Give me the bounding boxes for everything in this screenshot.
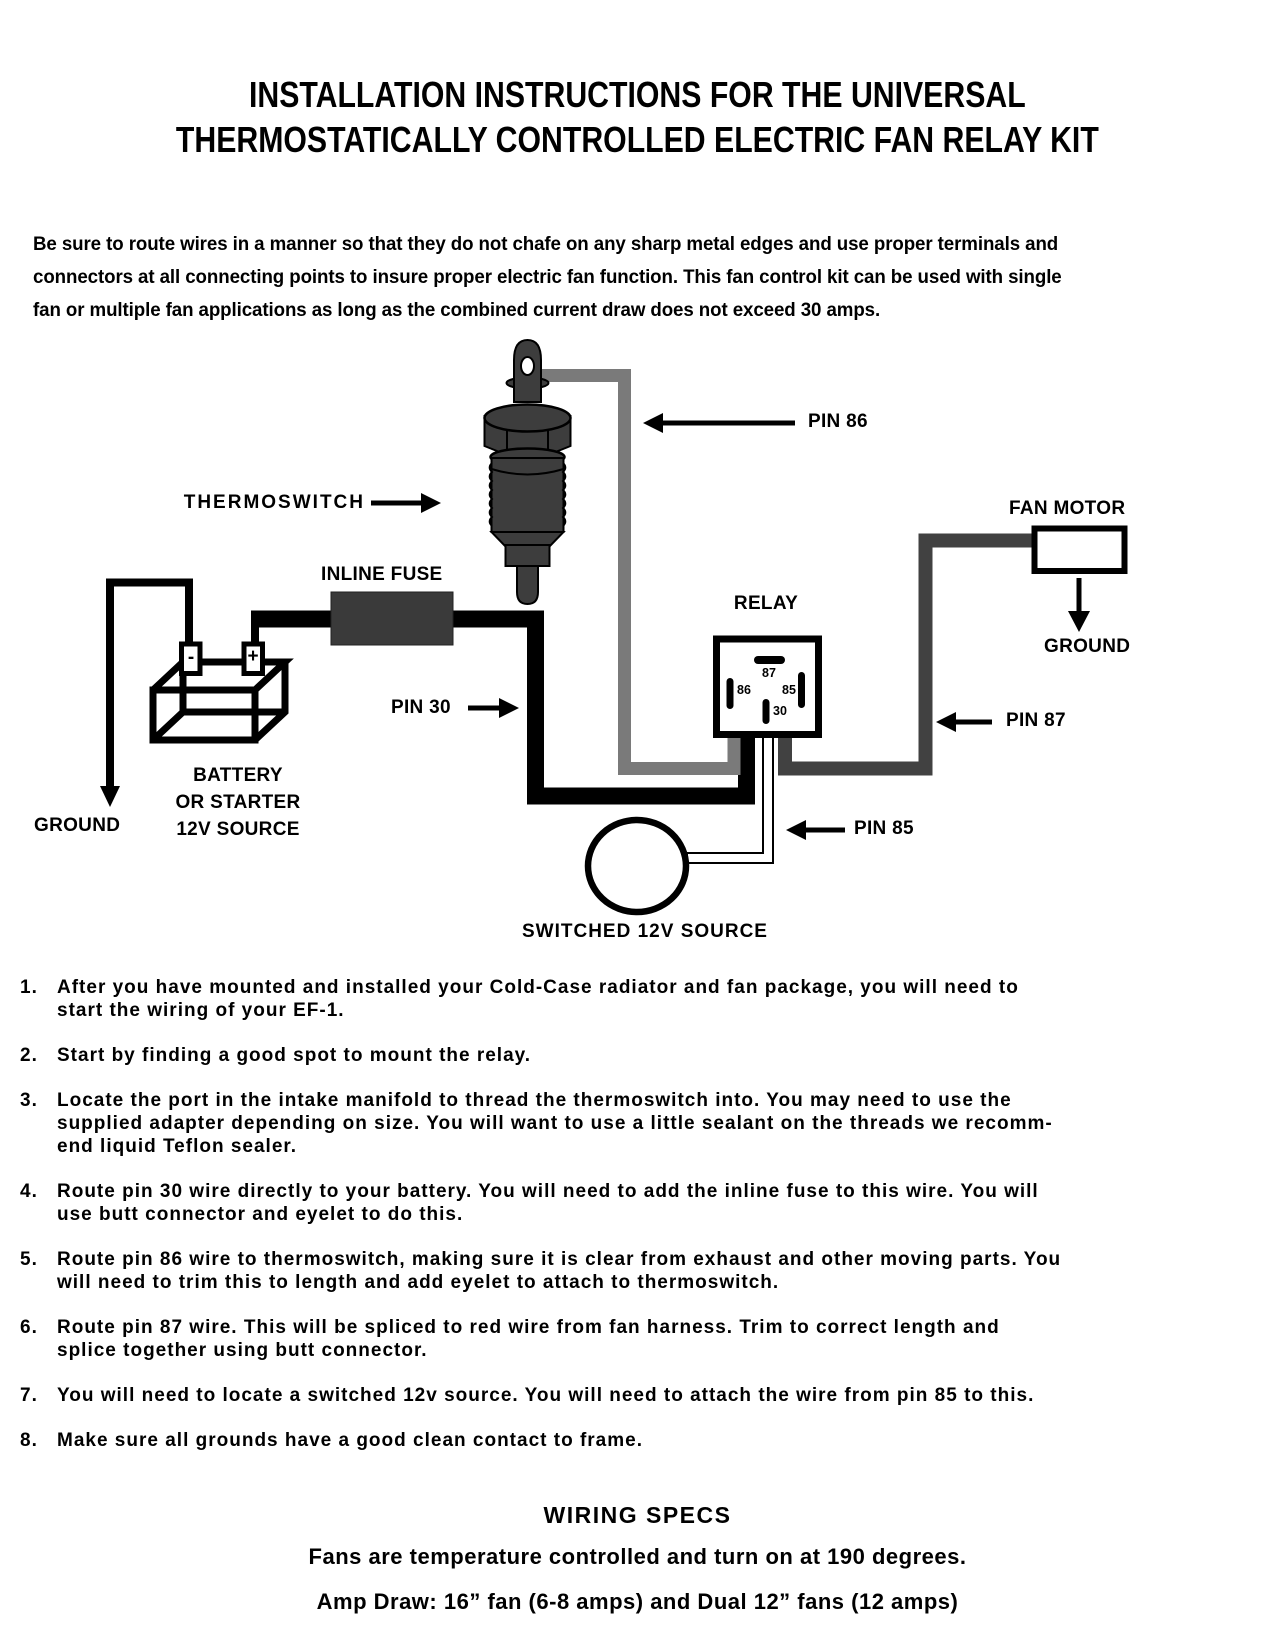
pin-85-label: PIN 85 (854, 818, 914, 839)
pin-87-arrowhead (936, 712, 956, 732)
pin-86-arrowhead (643, 413, 663, 433)
fan-motor-box (1035, 529, 1125, 572)
relay-pin-30-label: 30 (773, 704, 787, 718)
pin-86-label: PIN 86 (808, 411, 868, 432)
item-number: 1. (20, 977, 38, 998)
item-line: splice together using butt connector. (57, 1340, 428, 1361)
battery-top-face (153, 662, 285, 690)
list-item (20, 976, 1260, 1022)
list-item (20, 1316, 1260, 1362)
fan-ground-label: GROUND (1044, 636, 1131, 657)
thermoswitch-threaded-body (492, 458, 564, 532)
item-line: You will need to locate a switched 12v source. You will need to attach the wire from pin 85 to this. (57, 1385, 1035, 1406)
pin-87-wire (785, 541, 1033, 769)
item-number: 4. (20, 1181, 38, 1202)
intro-paragraph (33, 228, 1223, 327)
battery-label (158, 762, 318, 843)
item-line: start the wiring of your EF-1. (57, 1000, 345, 1021)
item-line: Route pin 86 wire to thermoswitch, making sure it is clear from exhaust and other moving parts. You (57, 1249, 1062, 1270)
list-item (20, 1044, 1260, 1067)
item-line: supplied adapter depending on size. You will want to use a little sealant on the threads we recomm- (57, 1113, 1053, 1134)
item-line: Start by finding a good spot to mount the relay. (57, 1045, 532, 1066)
battery-label-line-3: 12V SOURCE (176, 819, 300, 840)
item-number: 8. (20, 1430, 38, 1451)
thermoswitch-eyelet-hole (521, 357, 534, 375)
pin-85-arrowhead (786, 820, 806, 840)
item-number: 6. (20, 1317, 38, 1338)
item-line: Make sure all grounds have a good clean contact to frame. (57, 1430, 643, 1451)
list-item (20, 1384, 1260, 1407)
wiring-specs-line-1: Fans are temperature controlled and turn on at 190 degrees. (308, 1544, 967, 1569)
title-line-2: THERMOSTATICALLY CONTROLLED ELECTRIC FAN RELAY KIT (176, 119, 1099, 160)
switched-source-label: SWITCHED 12V SOURCE (522, 921, 768, 942)
item-line: After you have mounted and installed your Cold-Case radiator and fan package, you will need to (57, 977, 1019, 998)
relay-blade-87 (754, 656, 785, 664)
fan-ground-arrowhead (1068, 611, 1090, 632)
intro-line-1: Be sure to route wires in a manner so that they do not chafe on any sharp metal edges and use proper terminals and (33, 233, 1059, 255)
battery-label-line-2: OR STARTER (175, 792, 301, 813)
item-line: use butt connector and eyelet to do this. (57, 1204, 464, 1225)
relay-pin-85-label: 85 (782, 683, 796, 697)
relay-label: RELAY (733, 593, 799, 614)
relay-pin-87-label: 87 (762, 666, 776, 680)
pin-30-arrowhead (499, 698, 519, 718)
pin-87-label: PIN 87 (1006, 710, 1066, 731)
thermoswitch-label: THERMOSWITCH (183, 492, 365, 513)
fan-motor-label: FAN MOTOR (1009, 498, 1126, 519)
inline-fuse-label: INLINE FUSE (321, 564, 443, 585)
intro-line-3: fan or multiple fan applications as long as the combined current draw does not exceed 30 amps. (33, 299, 881, 321)
thermoswitch-arrowhead (421, 493, 441, 513)
title-line-1: INSTALLATION INSTRUCTIONS FOR THE UNIVERSAL (249, 74, 1026, 115)
item-number: 3. (20, 1090, 38, 1111)
list-item (20, 1089, 1260, 1158)
list-item (20, 1248, 1260, 1294)
wiring-specs-line-2: Amp Draw: 16” fan (6-8 amps) and Dual 12” fans (12 amps) (316, 1589, 959, 1614)
pin-30-label: PIN 30 (391, 697, 451, 718)
item-line: will need to trim this to length and add eyelet to attach to thermoswitch. (57, 1272, 780, 1293)
thermoswitch-dome (485, 405, 571, 432)
item-line: Route pin 87 wire. This will be spliced to red wire from fan harness. Trim to correct length and (57, 1317, 1000, 1338)
item-number: 2. (20, 1045, 38, 1066)
list-item (20, 1429, 1260, 1452)
battery-ground-arrowhead (100, 786, 120, 807)
thermoswitch-lower-nut (506, 545, 550, 566)
battery-ground-wire (110, 583, 189, 791)
item-line: Locate the port in the intake manifold to thread the thermoswitch into. You may need to use the (57, 1090, 1012, 1111)
thermoswitch-probe (517, 566, 538, 604)
switched-source-circle (588, 820, 686, 912)
positive-terminal-glyph: + (247, 646, 259, 667)
wiring-specs-heading: WIRING SPECS (543, 1502, 732, 1528)
page-title (0, 72, 1275, 162)
inline-fuse-body (331, 592, 453, 645)
battery-drawing (153, 644, 285, 740)
item-line: end liquid Teflon sealer. (57, 1136, 298, 1157)
item-line: Route pin 30 wire directly to your battery. You will need to add the inline fuse to this wire. You will (57, 1181, 1039, 1202)
item-number: 5. (20, 1249, 38, 1270)
relay-pin-86-label: 86 (737, 683, 751, 697)
item-number: 7. (20, 1385, 38, 1406)
list-item (20, 1180, 1260, 1226)
battery-label-line-1: BATTERY (193, 765, 283, 786)
instruction-list (20, 976, 1260, 1474)
intro-line-2: connectors at all connecting points to insure proper electric fan function. This fan control kit can be used with single (33, 266, 1062, 288)
negative-terminal-glyph: - (187, 647, 195, 668)
battery-ground-label: GROUND (34, 815, 121, 836)
